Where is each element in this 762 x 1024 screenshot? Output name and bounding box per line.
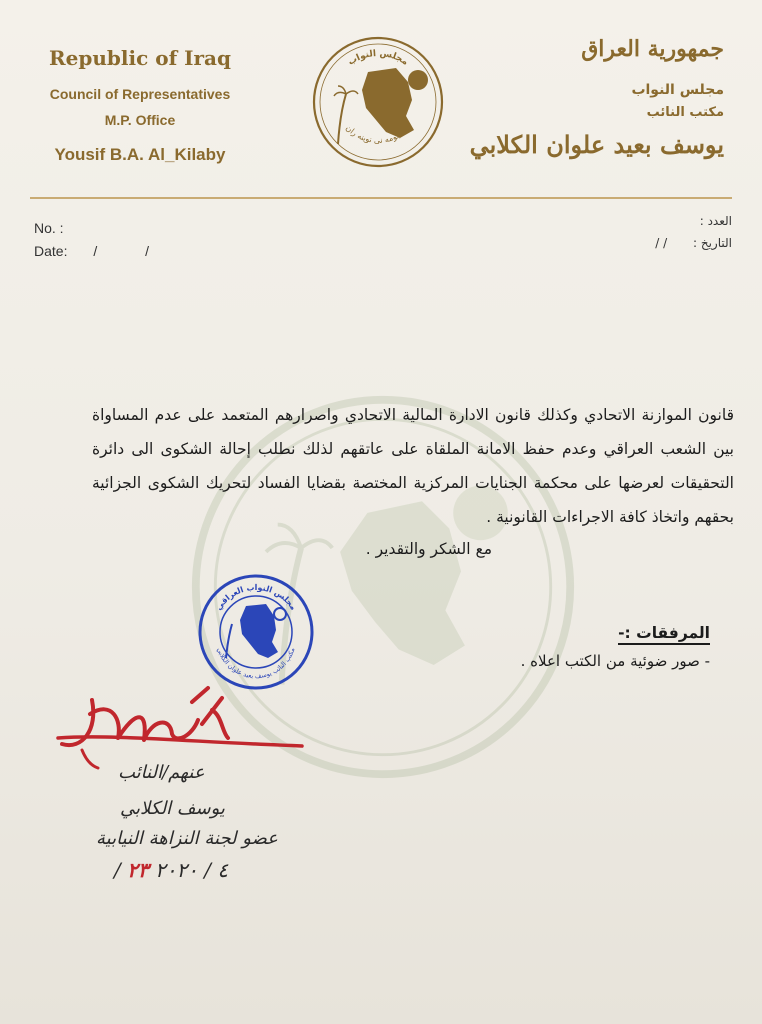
signature-committee: عضو لجنة النزاهة النيابية: [96, 828, 278, 849]
parliament-logo: [310, 34, 446, 170]
letterhead-council-en: Council of Representatives: [49, 86, 231, 102]
signature-date: [114, 858, 228, 882]
signature-date-day: ٢٣: [127, 858, 149, 882]
letterhead-office-en: M.P. Office: [104, 112, 176, 128]
logo-bottom-text: نه نجومه نى نوينه ران: [343, 123, 413, 145]
stamp-map-icon: [240, 604, 278, 658]
attachment-item: - صور ضوئية من الكتب اعلاه .: [520, 652, 710, 670]
date-label-ar: [655, 236, 732, 250]
date-label-en: [34, 243, 171, 259]
number-label-en: No. :: [34, 220, 64, 236]
date-label-ar-text: التاريخ :: [692, 236, 732, 250]
stamp-bottom-text: مكتب النائب يوسف بعيد علوان الكلابي: [215, 646, 297, 681]
letterhead-member-en: Yousif B.A. Al_Kilaby: [54, 145, 226, 164]
date-label-en-text: Date:: [34, 243, 68, 259]
letterhead-office-ar: مكتب النائب: [646, 105, 724, 120]
stamp-top-text: مجلس النواب العراقي: [213, 582, 299, 612]
letterhead-member-ar: يوسف بعيد علوان الكلابي: [469, 130, 724, 159]
signature-date-rest: / ٤ / ٢٠٢٠: [114, 858, 229, 882]
letterhead-council-ar: مجلس النواب: [631, 82, 724, 98]
letterhead-country-en: Republic of Iraq: [49, 46, 231, 70]
signature-scrawl: [52, 680, 312, 770]
closing-line: مع الشكر والتقدير .: [365, 540, 492, 558]
header-divider: [30, 197, 732, 199]
date-slashes-en: / /: [93, 243, 172, 259]
logo-top-text: مجلس النواب: [346, 48, 410, 68]
letterhead-country-ar: جمهورية العراق: [581, 36, 724, 62]
attachments-title: المرفقات :-: [618, 624, 710, 645]
svg-text:مجلس النواب: [346, 49, 409, 68]
letter-body: قانون الموازنة الاتحادي وكذلك قانون الادارة المالية الاتحادي واصرارهم المتعمد على عدم المساواة بين الشعب العراقي وعدم حفظ الامانة الملقاة على عاتقهم لذلك نطلب إحالة الشكوى الى دائرة التحقيقات لعرضها على محكمة الجنايات المركزية المختصة بقضايا الفساد لتحريك الشكوى الجزائية بحقهم واتخاذ كافة الاجراءات القانونية .: [92, 406, 734, 526]
signature-name: يوسف الكلابي: [120, 798, 225, 819]
signature-on-behalf: عنهم/النائب: [118, 762, 205, 783]
official-stamp: [196, 572, 316, 692]
date-slashes-ar: / /: [655, 236, 668, 250]
number-label-ar: العدد :: [699, 214, 732, 228]
